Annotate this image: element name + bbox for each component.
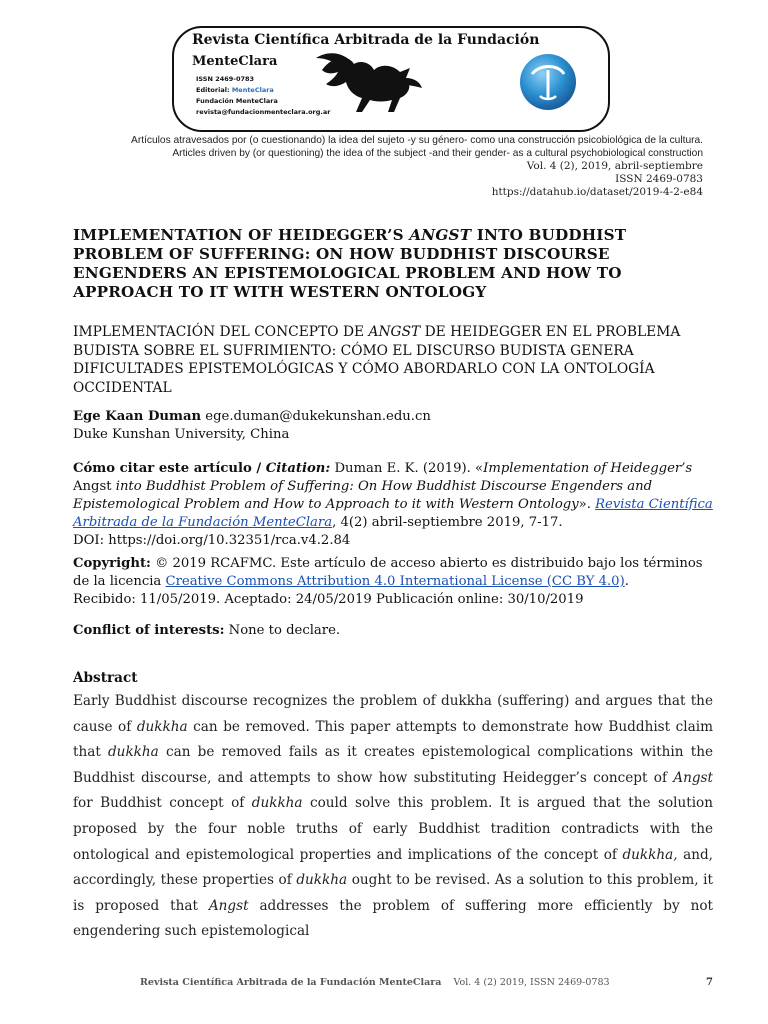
banner-foundation: Fundación MenteClara (196, 97, 278, 105)
abstract-body (73, 689, 713, 945)
banner-editorial-name: MenteClara (231, 86, 274, 94)
citation-label-en: Citation: (265, 461, 331, 476)
author-name: Ege Kaan Duman (73, 409, 202, 424)
title-en-part2: INTO BUDDHIST PROBLEM OF SUFFERING: ON HOW BUDDHIST DISCOURSE ENGENDERS AN EPISTEMOLOGICAL PROBLEM AND HOW TO APPROACH TO IT WITH WESTERN ONTOLOGY (73, 226, 627, 301)
conflict-block (73, 622, 713, 640)
license-link[interactable]: Creative Commons Attribution 4.0 International License (CC BY 4.0) (165, 574, 625, 589)
copyright-label: Copyright: (73, 556, 151, 571)
abstract-text: could solve this problem. It is argued that the solution proposed by the four noble truths of early Buddhist tradition contradicts with the ontological and epistemological properties and implications of the concept of (73, 795, 713, 863)
copyright-after-link: . (624, 574, 629, 589)
abstract-text: and, accordingly, these properties of (73, 846, 713, 889)
conflict-label: Conflict of interests: (73, 623, 225, 638)
abstract-italic: dukkha (251, 795, 303, 812)
citation-close: ». (578, 497, 596, 512)
citation-title-part2: into Buddhist Problem of Suffering: On How Buddhist Discourse Engenders and Epistemological Problem and How to Approach to it with Western Ontology (73, 479, 653, 512)
title-es-angst: ANGST (368, 324, 421, 340)
issn-info: ISSN 2469-0783 (615, 173, 703, 185)
title-en-part1: IMPLEMENTATION OF HEIDEGGER’S (73, 226, 410, 244)
volume-info: Vol. 4 (2), 2019, abril-septiembre (526, 160, 703, 172)
citation-journal-link[interactable]: Revista Científica Arbitrada de la Fundación MenteClara (73, 497, 713, 530)
foundation-circle-logo-icon (518, 52, 578, 112)
article-title-es (73, 323, 703, 397)
tagline-es: Artículos atravesados por (o cuestionando) la idea del sujeto -y su género- como una construcción psicobiológica de la cultura. (131, 135, 703, 146)
abstract-heading: Abstract (73, 670, 138, 686)
abstract-text: for Buddhist concept of (73, 795, 252, 812)
tagline-en: Articles driven by (or questioning) the idea of the subject -and their gender- as a cultural psychobiological construction (172, 148, 703, 159)
citation-title-angst: Angst (73, 479, 112, 494)
banner-editorial (196, 86, 274, 94)
abstract-text: addresses the problem of suffering more efficiently by not engendering such epistemological (73, 897, 713, 940)
page-footer (140, 977, 610, 988)
abstract-italic: dukkha (296, 872, 348, 889)
banner-issn: ISSN 2469-0783 (196, 75, 255, 83)
banner-title: Revista Científica Arbitrada de la Fundación (192, 32, 540, 48)
title-es-part2: DE HEIDEGGER EN EL PROBLEMA BUDISTA SOBRE EL SUFRIMIENTO: CÓMO EL DISCURSO BUDISTA GENERA DIFICULTADES EPISTEMOLÓGICAS Y CÓMO ABORDARLO CON LA ONTOLOGÍA OCCIDENTAL (73, 324, 681, 396)
publication-dates: Recibido: 11/05/2019. Aceptado: 24/05/2019 Publicación online: 30/10/2019 (73, 592, 584, 607)
dataset-url: https://datahub.io/dataset/2019-4-2-e84 (491, 186, 703, 198)
banner-editorial-label: Editorial: (196, 86, 232, 94)
abstract-italic: dukkha (136, 718, 188, 735)
affiliation: Duke Kunshan University, China (73, 427, 290, 442)
copyright-text: © 2019 RCAFMC. Este artículo de acceso abierto es distribuido bajo los términos de la licencia (73, 556, 703, 589)
author-line (73, 408, 713, 426)
citation-label-es: Cómo citar este artículo / (73, 461, 266, 476)
abstract-italic: dukkha (107, 744, 159, 761)
citation-authors: Duman E. K. (2019). « (330, 461, 484, 476)
citation-block (73, 460, 713, 550)
copyright-block (73, 555, 713, 609)
conflict-text: None to declare. (224, 623, 341, 638)
author-email: ege.duman@dukekunshan.edu.cn (201, 409, 431, 424)
abstract-italic: Angst (673, 769, 713, 786)
abstract-text: Early Buddhist discourse recognizes the problem of dukkha (suffering) and argues that the cause of (73, 693, 713, 735)
article-title-en (73, 226, 703, 302)
pegasus-logo-icon (314, 50, 424, 118)
banner-subtitle: MenteClara (192, 54, 278, 69)
abstract-text: ought to be revised. As a solution to this problem, it is proposed that (73, 872, 713, 914)
banner-email: revista@fundacionmenteclara.org.ar (196, 108, 331, 116)
footer-volume: Vol. 4 (2) 2019, ISSN 2469-0783 (453, 977, 610, 988)
page-number: 7 (706, 977, 713, 988)
title-en-angst: ANGST (409, 226, 472, 244)
title-es-part1: IMPLEMENTACIÓN DEL CONCEPTO DE (73, 324, 369, 340)
footer-journal: Revista Científica Arbitrada de la Fundación MenteClara (140, 977, 442, 988)
journal-banner (172, 26, 610, 132)
abstract-italic: dukkha, (622, 846, 678, 863)
abstract-text: can be removed. This paper attempts to demonstrate how Buddhist claim that (73, 718, 713, 761)
abstract-text: can be removed fails as it creates epistemological complications within the Buddhist discourse, and attempts to show how substituting Heidegger’s concept of (73, 744, 713, 786)
citation-doi: DOI: https://doi.org/10.32351/rca.v4.2.84 (73, 533, 351, 548)
citation-issue: , 4(2) abril-septiembre 2019, 7-17. (332, 515, 563, 530)
abstract-italic: Angst (208, 897, 249, 914)
citation-title-part1: Implementation of Heidegger’s (483, 461, 693, 476)
